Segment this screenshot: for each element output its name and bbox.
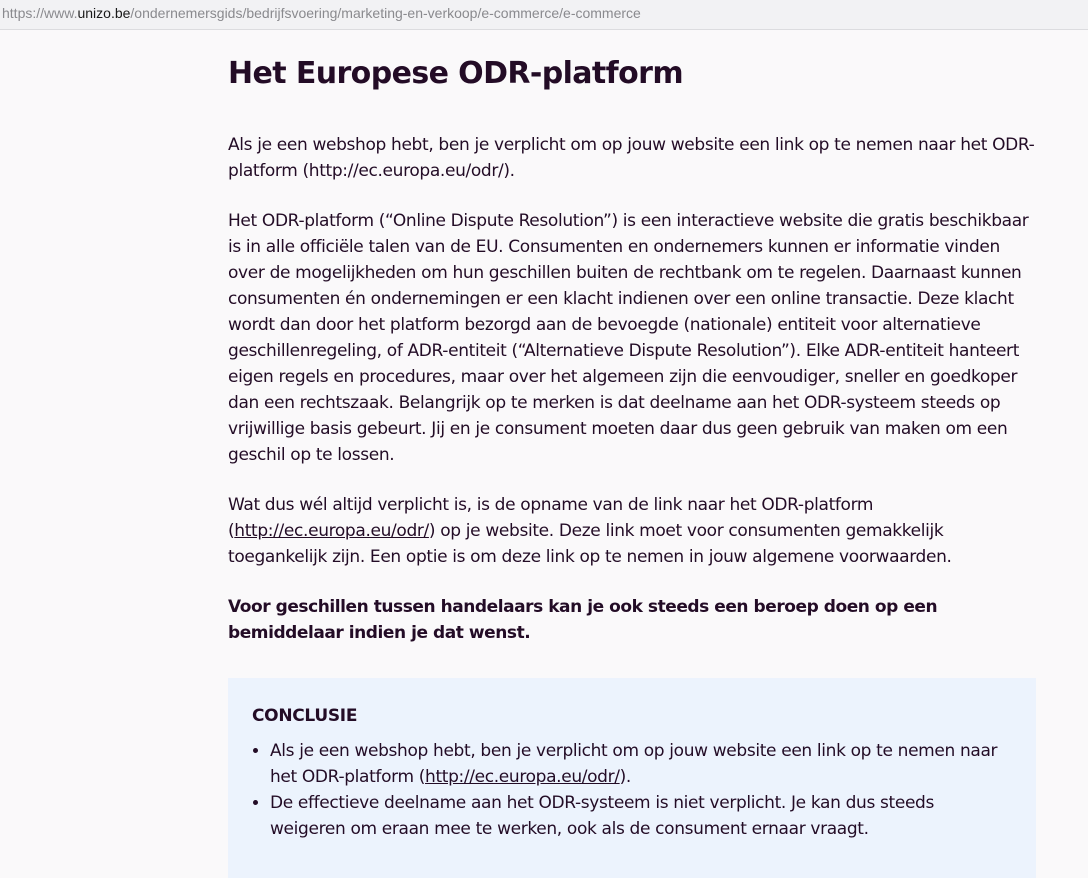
- url-path: /ondernemersgids/bedrijfsvoering/marketing-en-verkoop/e-commerce/e-commerce: [130, 5, 641, 21]
- url-prefix: https://www.: [2, 5, 78, 21]
- address-bar[interactable]: [0, 0, 1088, 30]
- article: [228, 52, 1038, 878]
- paragraph-mediator-note: Voor geschillen tussen handelaars kan je ook steeds een beroep doen op een bemiddelaar indien je dat wenst.: [228, 597, 938, 643]
- odr-link[interactable]: http://ec.europa.eu/odr/: [234, 521, 429, 541]
- paragraph-text: ) op je website. Deze link moet voor consumenten gemakkelijk toegankelijk zijn. Een optie is om deze link op te nemen in jouw algemene voorwaarden.: [228, 521, 952, 567]
- odr-link[interactable]: http://ec.europa.eu/odr/: [425, 767, 620, 787]
- list-item: [270, 738, 1012, 790]
- list-item-text: Als je een webshop hebt, ben je verplicht om op jouw website een link op te nemen naar het ODR-platform (: [270, 741, 998, 787]
- paragraph-intro: Als je een webshop hebt, ben je verplicht om op jouw website een link op te nemen naar het ODR-platform (http://ec.europa.eu/odr/).: [228, 135, 1035, 181]
- paragraph-text: Wat dus wél altijd verplicht is, is de opname van de link naar het ODR-platform (: [228, 495, 874, 541]
- page-title: Het Europese ODR-platform: [228, 56, 683, 91]
- conclusion-list: [252, 738, 1012, 842]
- url-host: unizo.be: [77, 5, 131, 21]
- conclusion-heading: CONCLUSIE: [252, 706, 358, 726]
- list-item-text: ).: [619, 767, 631, 787]
- paragraph-odr-explanation: Het ODR-platform (“Online Dispute Resolution”) is een interactieve website die gratis beschikbaar is in alle officiële talen van de EU. Consumenten en ondernemers kunnen er informatie vinden over de mogelijkheden om hun geschillen buiten de rechtbank om te regelen. Daarnaast kunnen consumenten én ondernemingen er een klacht indienen over een online transactie. Deze klacht wordt dan door het platform bezorgd aan de bevoegde (nationale) entiteit voor alternatieve geschillenregeling, of ADR-entiteit (“Alternatieve Dispute Resolution”). Elke ADR-entiteit hanteert eigen regels en procedures, maar over het algemeen zijn die eenvoudiger, sneller en goedkoper dan een rechtszaak. Belangrijk op te merken is dat deelname aan het ODR-systeem steeds op vrijwillige basis gebeurt. Jij en je consument moeten daar dus geen gebruik van maken om een geschil op te lossen.: [228, 211, 1029, 465]
- list-item: • De effectieve deelname aan het ODR-systeem is niet verplicht. Je kan dus steeds weigeren om eraan mee te werken, ook als de consument ernaar vraagt.: [270, 790, 1012, 842]
- paragraph-link-obligation: [228, 492, 1038, 570]
- conclusion-box: [228, 678, 1036, 878]
